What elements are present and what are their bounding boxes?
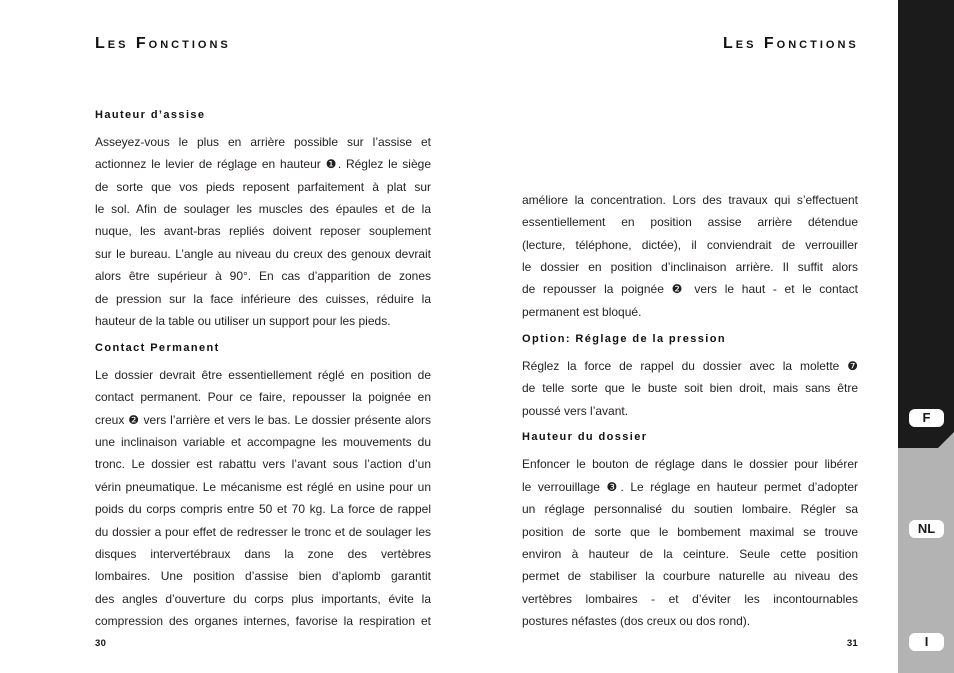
text-line: le sol. Afin de soulager les muscles des épaules et de la bbox=[95, 201, 431, 216]
text-line: améliore la concentration. Lors des travaux qui s’effectuent bbox=[522, 192, 858, 207]
right-page-column bbox=[522, 189, 858, 633]
text-line: environ à hauteur de la ceinture. Seule cette position bbox=[522, 547, 858, 562]
text-line: Réglez la force de rappel du dossier avec la molette ❼ bbox=[522, 358, 858, 373]
language-tab-i: I bbox=[909, 633, 944, 651]
sidebar-dark-band bbox=[898, 0, 954, 448]
text-line: un réglage personnalisé du soutien lombaire. Régler sa bbox=[522, 502, 858, 517]
left-page-column bbox=[95, 104, 431, 633]
text-line: nuque, les avant-bras repliés doivent reposer souplement bbox=[95, 224, 431, 239]
text-line: permet de stabiliser la courbure naturelle au niveau des bbox=[522, 569, 858, 584]
text-line: Enfoncer le bouton de réglage dans le dossier pour libérer bbox=[522, 457, 858, 472]
text-line: hauteur de la table ou utiliser un support pour les pieds. bbox=[95, 313, 391, 328]
paragraph-hauteur-assise bbox=[95, 131, 431, 333]
text-line: poussé vers l’avant. bbox=[522, 403, 629, 418]
sidebar-background bbox=[898, 0, 954, 673]
text-line: vérin pneumatique. Le mécanisme est réglé en usine pour un bbox=[95, 479, 431, 494]
text-line: de telle sorte que le buste soit bien droit, mais sans être bbox=[522, 381, 858, 396]
text-line: actionnez le levier de réglage en hauteur ❶. Réglez le siège bbox=[95, 157, 431, 172]
section-heading-hauteur-assise: Hauteur d’assise bbox=[95, 108, 206, 121]
text-line: vertèbres lombaires - et d’éviter les incontournables bbox=[522, 591, 858, 606]
text-line: des angles d’ouverture du corps plus importants, évite la bbox=[95, 591, 431, 606]
text-line: permanent est bloqué. bbox=[522, 304, 642, 319]
language-sidebar bbox=[898, 0, 954, 673]
section-heading-hauteur-dossier: Hauteur du dossier bbox=[522, 431, 648, 444]
page-number-right: 31 bbox=[846, 638, 858, 649]
text-line: de sorte que vos pieds reposent parfaitement à plat sur bbox=[95, 179, 431, 194]
text-line: sur le bureau. L’angle au niveau du creux des genoux devrait bbox=[95, 246, 431, 261]
page-title-left: Les Fonctions bbox=[95, 35, 231, 52]
text-line: alors être supérieur à 90°. En cas d’apparition de zones bbox=[95, 269, 431, 284]
paragraph-continuation bbox=[522, 189, 858, 323]
text-line: de repousser la poignée ❷ vers le haut - et le contact bbox=[522, 282, 858, 297]
text-line: du dossier a pour effet de redresser le tronc et de soulager les bbox=[95, 524, 431, 539]
paragraph-hauteur-dossier bbox=[522, 453, 858, 632]
text-line: le verrouillage ❸. Le réglage en hauteur permet d’adopter bbox=[522, 479, 858, 494]
text-line: creux ❷ vers l’arrière et vers le bas. Le dossier présente alors bbox=[95, 412, 431, 427]
text-line: compression des organes internes, favorise la respiration et bbox=[95, 614, 431, 629]
section-heading-contact-permanent: Contact Permanent bbox=[95, 341, 220, 354]
text-line: lombaires. Une position d’assise bien d’aplomb garantit bbox=[95, 569, 431, 584]
text-line: tronc. Le dossier est rabattu vers l’avant sous l’action d’un bbox=[95, 457, 431, 472]
paragraph-contact-permanent bbox=[95, 364, 431, 633]
text-line: le dossier en position d’inclinaison arrière. Il suffit alors bbox=[522, 259, 858, 274]
page-number-left: 30 bbox=[95, 638, 107, 649]
section-heading-reglage-pression: Option: Réglage de la pression bbox=[522, 332, 726, 345]
text-line: Asseyez-vous le plus en arrière possible sur l’assise et bbox=[95, 134, 431, 149]
paragraph-reglage-pression bbox=[522, 355, 858, 422]
text-line: une inclinaison variable et accompagne les mouvements du bbox=[95, 435, 431, 450]
page-title-right: Les Fonctions bbox=[723, 35, 859, 52]
text-line: (lecture, téléphone, dictée), il conviendrait de verrouiller bbox=[522, 237, 858, 252]
text-line: essentiellement en position assise arrière détendue bbox=[522, 215, 858, 230]
text-line: postures néfastes (dos creux ou dos rond). bbox=[522, 614, 751, 629]
language-tab-nl: NL bbox=[909, 520, 944, 538]
text-line: contact permanent. Pour ce faire, repousser la poignée en bbox=[95, 390, 431, 405]
text-line: de pression sur la face inférieure des cuisses, réduire la bbox=[95, 291, 431, 306]
text-line: Le dossier devrait être essentiellement réglé en position de bbox=[95, 367, 431, 382]
language-tab-f: F bbox=[909, 409, 944, 427]
text-line: disques intervertébraux dans la zone des vertèbres bbox=[95, 547, 431, 561]
text-line: poids du corps compris entre 50 et 70 kg. La force de rappel bbox=[95, 502, 431, 517]
text-line: position de sorte que le bombement maximal se trouve bbox=[522, 524, 858, 539]
